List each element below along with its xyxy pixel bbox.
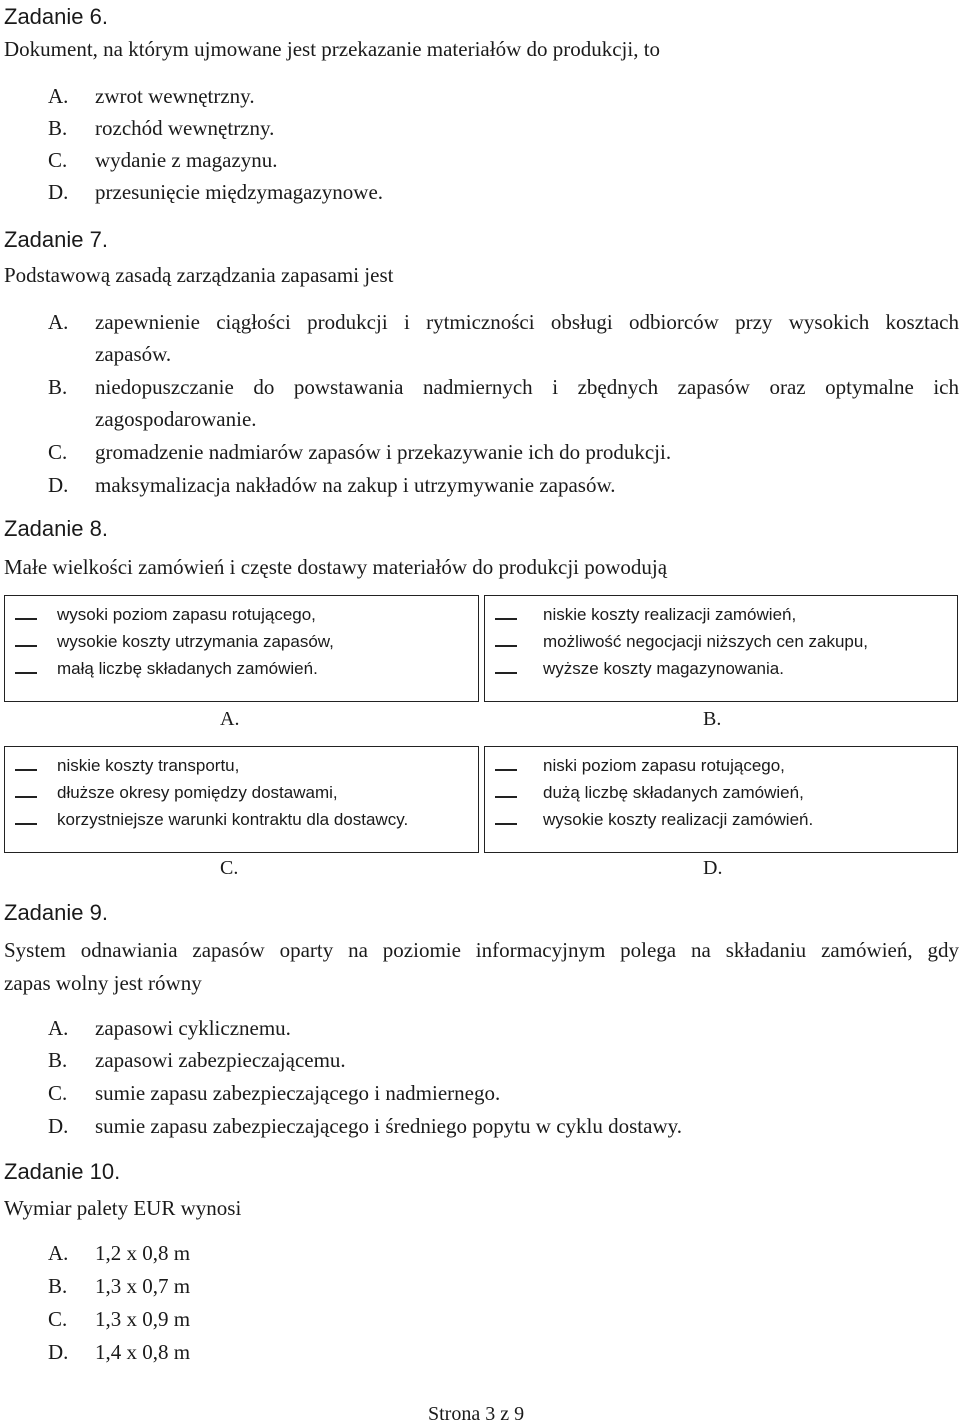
option-letter: C. — [48, 1081, 68, 1105]
dash-bullet — [15, 796, 37, 798]
answer-box-a[interactable]: wysoki poziom zapasu rotującego, wysokie koszty utrzymania zapasów, małą liczbę składanych zamówień. — [4, 595, 479, 702]
task-9-title: Zadanie 9. — [4, 900, 108, 925]
option-letter: C. — [48, 1307, 68, 1331]
option-letter: D. — [48, 1340, 69, 1364]
task-9-option-c[interactable]: sumie zapasu zabezpieczającego i nadmiernego. — [95, 1081, 501, 1105]
task-6-option-d[interactable]: przesunięcie międzymagazynowe. — [95, 180, 384, 204]
dash-bullet — [495, 672, 517, 674]
dash-bullet — [15, 769, 37, 771]
option-letter: D. — [48, 180, 69, 204]
box-a-label: A. — [220, 708, 240, 730]
box-b-label: B. — [703, 708, 722, 730]
answer-box-d[interactable]: niski poziom zapasu rotującego, dużą liczbę składanych zamówień, wysokie koszty realizacji zamówień. — [484, 746, 958, 853]
task-10-title: Zadanie 10. — [4, 1159, 121, 1184]
dash-bullet — [495, 645, 517, 647]
task-8-title: Zadanie 8. — [4, 516, 108, 541]
option-letter: A. — [48, 1241, 69, 1265]
option-letter: C. — [48, 440, 68, 464]
option-letter: B. — [48, 375, 68, 399]
dash-bullet — [495, 823, 517, 825]
answer-box-b[interactable]: niskie koszty realizacji zamówień, możliwość negocjacji niższych cen zakupu, wyższe koszty magazynowania. — [484, 595, 958, 702]
task-10-option-b[interactable]: 1,3 x 0,7 m — [95, 1274, 191, 1298]
task-10-option-a[interactable]: 1,2 x 0,8 m — [95, 1241, 191, 1265]
task-6-option-c[interactable]: wydanie z magazynu. — [95, 148, 278, 172]
task-6-option-a[interactable]: zwrot wewnętrzny. — [95, 84, 255, 108]
option-letter: A. — [48, 84, 69, 108]
box-c-label: C. — [220, 857, 239, 879]
task-10-option-d[interactable]: 1,4 x 0,8 m — [95, 1340, 191, 1364]
task-7-title: Zadanie 7. — [4, 227, 108, 252]
task-10-option-c[interactable]: 1,3 x 0,9 m — [95, 1307, 191, 1331]
dash-bullet — [495, 769, 517, 771]
task-8-question: Małe wielkości zamówień i częste dostawy materiałów do produkcji powodują — [4, 555, 668, 579]
task-9-option-d[interactable]: sumie zapasu zabezpieczającego i średniego popytu w cyklu dostawy. — [95, 1114, 683, 1138]
page-number: Strona 3 z 9 — [428, 1403, 525, 1425]
dash-bullet — [15, 672, 37, 674]
task-7-option-a-line1[interactable]: zapewnienie ciągłości produkcji i rytmiczności obsługi odbiorców przy wysokich kosztach — [95, 310, 959, 334]
task-9-question-line2: zapas wolny jest równy — [4, 971, 202, 995]
task-6-option-b[interactable]: rozchód wewnętrzny. — [95, 116, 275, 140]
option-letter: B. — [48, 116, 68, 140]
task-7-option-b-line2[interactable]: zagospodarowanie. — [95, 407, 257, 431]
option-letter: D. — [48, 1114, 69, 1138]
task-6-title: Zadanie 6. — [4, 4, 108, 29]
task-7-option-a-line2[interactable]: zapasów. — [95, 342, 172, 366]
task-9-option-b[interactable]: zapasowi zabezpieczającemu. — [95, 1048, 346, 1072]
task-7-question: Podstawową zasadą zarządzania zapasami jest — [4, 263, 394, 287]
dash-bullet — [495, 618, 517, 620]
box-d-label: D. — [703, 857, 723, 879]
option-letter: B. — [48, 1048, 68, 1072]
option-letter: A. — [48, 1016, 69, 1040]
task-7-option-d[interactable]: maksymalizacja nakładów na zakup i utrzymywanie zapasów. — [95, 473, 616, 497]
task-6-question: Dokument, na którym ujmowane jest przekazanie materiałów do produkcji, to — [4, 37, 661, 61]
task-9-question-line1: System odnawiania zapasów oparty na poziomie informacyjnym polega na składaniu zamówień, gdy — [4, 938, 959, 962]
task-7-option-b-line1[interactable]: niedopuszczanie do powstawania nadmiernych i zbędnych zapasów oraz optymalne ich — [95, 375, 959, 399]
dash-bullet — [15, 823, 37, 825]
dash-bullet — [495, 796, 517, 798]
answer-box-c[interactable]: niskie koszty transportu, dłuższe okresy pomiędzy dostawami, korzystniejsze warunki kontraktu dla dostawcy. — [4, 746, 479, 853]
dash-bullet — [15, 645, 37, 647]
option-letter: C. — [48, 148, 68, 172]
task-9-option-a[interactable]: zapasowi cyklicznemu. — [95, 1016, 291, 1040]
dash-bullet — [15, 618, 37, 620]
option-letter: D. — [48, 473, 69, 497]
option-letter: B. — [48, 1274, 68, 1298]
task-10-question: Wymiar palety EUR wynosi — [4, 1196, 242, 1220]
task-7-option-c[interactable]: gromadzenie nadmiarów zapasów i przekazywanie ich do produkcji. — [95, 440, 672, 464]
option-letter: A. — [48, 310, 69, 334]
